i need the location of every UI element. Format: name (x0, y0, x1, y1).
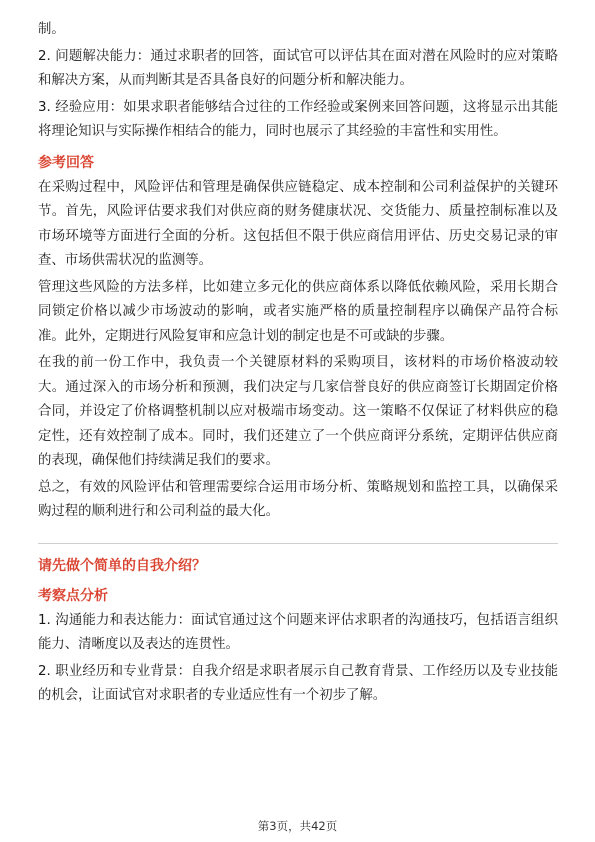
analysis-item: 3. 经验应用：如果求职者能够结合过往的工作经验或案例来回答问题，这将显示出其能将理论知识与实际操作相结合的能力，同时也展示了其经验的丰富性和实用性。 (38, 99, 558, 139)
page-content (38, 18, 558, 711)
answer-paragraph: 在我的前一份工作中，我负责一个关键原材料的采购项目，该材料的市场价格波动较大。通过深入的市场分析和预测，我们决定与几家信誉良好的供应商签订长期固定价格合同，并设定了价格调整机制以应对极端市场变动。这一策略不仅保证了材料供应的稳定性，还有效控制了成本。同时，我们还建立了一个供应商评分系统，定期评估供应商的表现，确保他们持续满足我们的要求。 (38, 355, 558, 468)
page-footer: 第3页，共42页 (257, 819, 338, 833)
question-title: 请先做个简单的自我介绍？ (38, 557, 206, 574)
section-divider (38, 543, 558, 544)
analysis-heading: 考察点分析 (38, 587, 108, 604)
reference-answer-heading: 参考回答 (38, 154, 94, 171)
analysis-item: 2. 问题解决能力：通过求职者的回答，面试官可以评估其在面对潜在风险时的应对策略和解决方案，从而判断其是否具备良好的问题分析和解决能力。 (38, 48, 558, 88)
answer-paragraph: 管理这些风险的方法多样，比如建立多元化的供应商体系以降低依赖风险，采用长期合同锁定价格以减少市场波动的影响，或者实施严格的质量控制程序以确保产品符合标准。此外，定期进行风险复审和应急计划的制定也是不可或缺的步骤。 (38, 279, 558, 344)
continued-text: 制。 (38, 22, 65, 37)
analysis-item: 1. 沟通能力和表达能力：面试官通过这个问题来评估求职者的沟通技巧，包括语言组织能力、清晰度以及表达的连贯性。 (38, 612, 558, 652)
answer-paragraph: 总之，有效的风险评估和管理需要综合运用市场分析、策略规划和监控工具，以确保采购过程的顺利进行和公司利益的最大化。 (38, 479, 558, 519)
answer-paragraph: 在采购过程中，风险评估和管理是确保供应链稳定、成本控制和公司利益保护的关键环节。首先，风险评估要求我们对供应商的财务健康状况、交货能力、质量控制标准以及市场环境等方面进行全面的分析。这包括但不限于供应商信用评估、历史交易记录的审查、市场供需状况的监测等。 (38, 179, 558, 268)
analysis-item: 2. 职业经历和专业背景：自我介绍是求职者展示自己教育背景、工作经历以及专业技能的机会，让面试官对求职者的专业适应性有一个初步了解。 (38, 663, 558, 703)
